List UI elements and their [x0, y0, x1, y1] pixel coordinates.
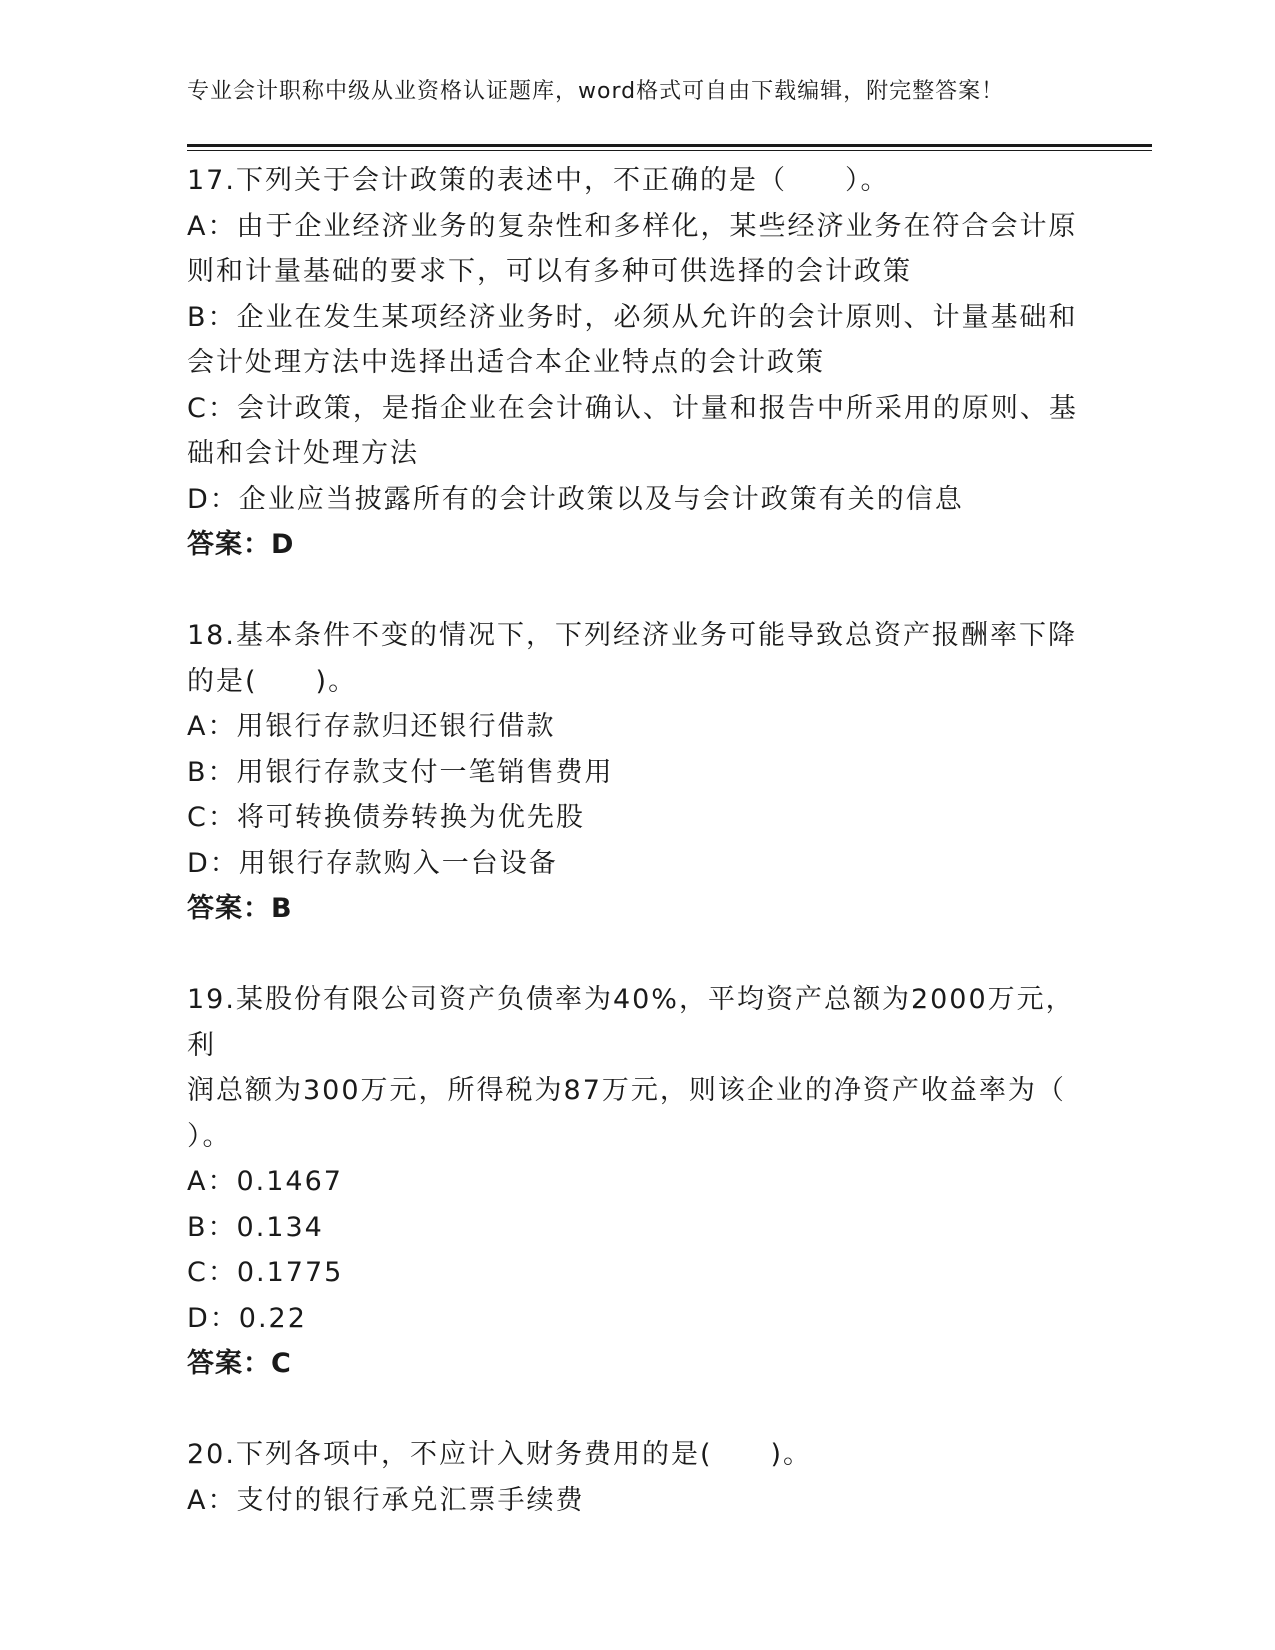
- header-divider-thick: [187, 144, 1152, 147]
- question-stem: 17.下列关于会计政策的表述中，不正确的是（ ）。: [187, 165, 890, 196]
- option-a: A：0.1467: [187, 1166, 343, 1197]
- header-divider-thin: [187, 150, 1152, 151]
- question-stem-continued: 的是( )。: [187, 665, 358, 697]
- option-d: D：用银行存款购入一台设备: [187, 847, 558, 879]
- option-c: C：0.1775: [187, 1257, 344, 1288]
- option-a: A：由于企业经济业务的复杂性和多样化，某些经济业务在符合会计原 则和计量基础的要求下，可以有多种可供选择的会计政策: [187, 210, 1078, 287]
- question-stem: 19.某股份有限公司资产负债率为40%，平均资产总额为2000万元，利: [187, 984, 1075, 1061]
- question-17: [187, 158, 1087, 568]
- answer: 答案：D: [187, 529, 295, 560]
- question-19: [187, 977, 1087, 1387]
- option-a: A：用银行存款归还银行借款: [187, 711, 556, 742]
- page-header: 专业会计职称中级从业资格认证题库，word格式可自由下载编辑，附完整答案！: [187, 79, 1005, 104]
- option-b: B：0.134: [187, 1211, 324, 1243]
- question-stem: 18.基本条件不变的情况下，下列经济业务可能导致总资产报酬率下降: [187, 620, 1077, 651]
- option-b: B：企业在发生某项经济业务时，必须从允许的会计原则、计量基础和 会计处理方法中选择出适合本企业特点的会计政策: [187, 301, 1078, 378]
- option-a: A：支付的银行承兑汇票手续费: [187, 1484, 585, 1516]
- question-list: [187, 158, 1087, 1523]
- option-c: C：将可转换债券转换为优先股: [187, 802, 585, 833]
- question-18: [187, 613, 1087, 932]
- question-20: [187, 1432, 1087, 1523]
- answer: 答案：B: [187, 893, 293, 924]
- option-c: C：会计政策，是指企业在会计确认、计量和报告中所采用的原则、基 础和会计处理方法: [187, 392, 1078, 469]
- answer: 答案：C: [187, 1348, 292, 1379]
- option-d: D：企业应当披露所有的会计政策以及与会计政策有关的信息: [187, 483, 964, 515]
- question-stem: 20.下列各项中，不应计入财务费用的是( )。: [187, 1439, 813, 1470]
- question-stem-continued: ）。: [187, 1120, 232, 1152]
- question-stem-continued: 润总额为300万元，所得税为87万元，则该企业的净资产收益率为（: [187, 1075, 1066, 1106]
- option-b: B：用银行存款支付一笔销售费用: [187, 756, 614, 788]
- option-d: D：0.22: [187, 1302, 307, 1334]
